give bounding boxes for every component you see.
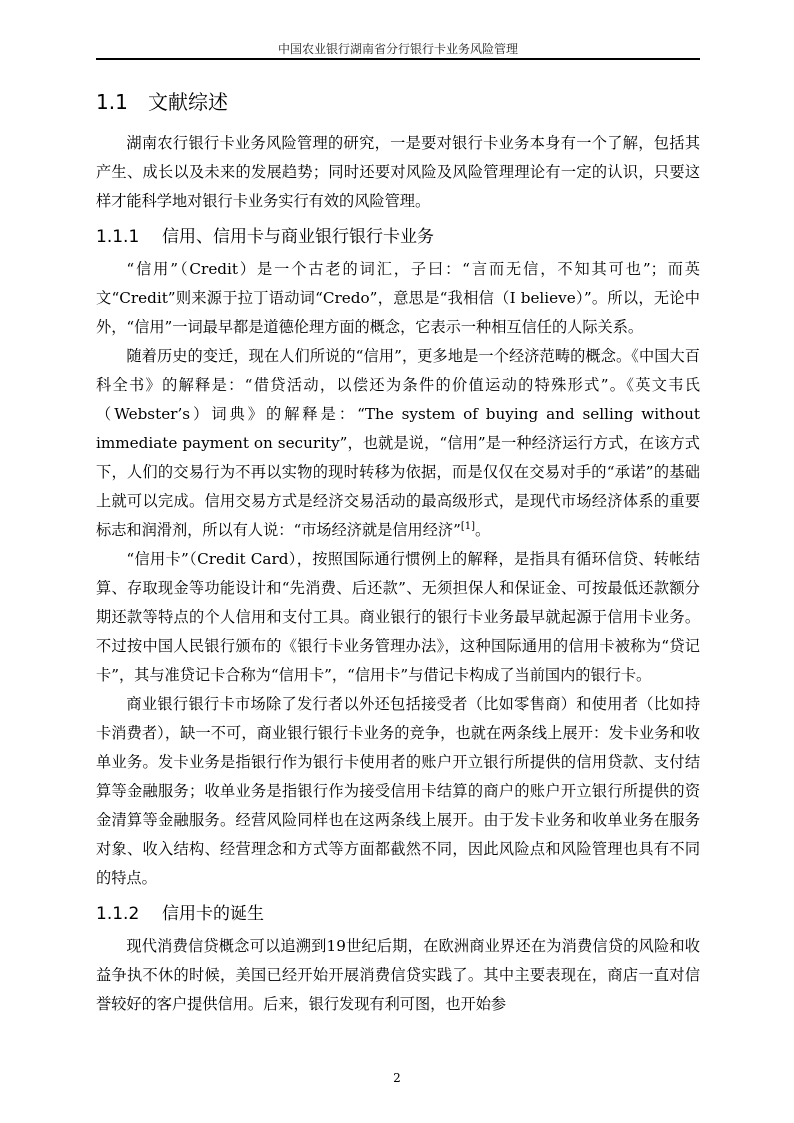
subsection-heading [96, 222, 700, 247]
paragraph-end: 。 [475, 521, 491, 539]
paragraph-text: 随着历史的变迁，现在人们所说的“信用”，更多地是一个经济范畴的概念。《中国大百科全书》的解释是：“借贷活动，以偿还为条件的价值运动的特殊形式”。《英文韦氏（Webster’s）词典》的解释是：“The system of buying and selling without immediate payment on security”，也就是说，“信用”是一种经济运行方式，在该方式下，人们的交易行为不再以实物的现时转移为依据，而是仅仅在交易对手的“承诺”的基础上就可以完成。信用交易方式是经济交易活动的最高级形式，是现代市场经济体系的重要标志和润滑剂，所以有人说：“市场经济就是信用经济” [96, 347, 700, 539]
page-number: 2 [393, 1071, 401, 1085]
subsection-number: 1.1.1 [96, 227, 140, 247]
section-number: 1.1 [96, 90, 128, 114]
section-heading [96, 86, 700, 115]
header-rule [96, 58, 700, 60]
paragraph: “信用”（Credit）是一个古老的词汇，子曰：“言而无信，不知其可也”；而英文“Credit”则来源于拉丁语动词“Credo”，意思是“我相信（I believe）”。所以，无论中外，“信用”一词最早都是道德伦理方面的概念，它表示一种相互信任的人际关系。 [96, 260, 700, 336]
subsection-number: 1.1.2 [96, 904, 140, 924]
paragraph [96, 342, 700, 545]
paragraph: “信用卡”（Credit Card），按照国际通行惯例上的解释，是指具有循环信贷、转帐结算、存取现金等功能设计和“先消费、后还款”、无须担保人和保证金、可按最低还款额分期还款等特点的个人信用和支付工具。商业银行的银行卡业务最早就起源于信用卡业务。不过按中国人民银行颁布的《银行卡业务管理办法》，这种国际通用的信用卡被称为“贷记卡”，其与准贷记卡合称为“信用卡”，“信用卡”与借记卡构成了当前国内的银行卡。 [96, 550, 700, 684]
page-body [96, 86, 700, 1019]
section-title: 文献综述 [148, 90, 228, 114]
paragraph: 商业银行银行卡市场除了发行者以外还包括接受者（比如零售商）和使用者（比如持卡消费者），缺一不可，商业银行银行卡业务的竞争，也就在两条线上展开：发卡业务和收单业务。发卡业务是指银行作为银行卡使用者的账户开立银行所提供的信用贷款、支付结算等金融服务；收单业务是指银行作为接受信用卡结算的商户的账户开立银行所提供的资金清算等金融服务。经营风险同样也在这两条线上展开。由于发卡业务和收单业务在服务对象、收入结构、经营理念和方式等方面都截然不同，因此风险点和风险管理也具有不同的特点。 [96, 695, 700, 887]
paragraph: 湖南农行银行卡业务风险管理的研究，一是要对银行卡业务本身有一个了解，包括其产生、成长以及未来的发展趋势；同时还要对风险及风险管理理论有一定的认识，只要这样才能科学地对银行卡业务实行有效的风险管理。 [96, 134, 700, 210]
running-header: 中国农业银行湖南省分行银行卡业务风险管理 [277, 42, 518, 56]
subsection-title: 信用、信用卡与商业银行银行卡业务 [162, 227, 434, 247]
paragraph: 现代消费信贷概念可以追溯到19世纪后期，在欧洲商业界还在为消费信贷的风险和收益争执不休的时候，美国已经开始开展消费信贷实践了。其中主要表现在，商店一直对信誉较好的客户提供信用。后来，银行发现有利可图，也开始参 [96, 937, 700, 1013]
subsection-heading [96, 899, 700, 924]
subsection-title: 信用卡的诞生 [162, 904, 264, 924]
citation-ref: [1] [460, 520, 476, 532]
